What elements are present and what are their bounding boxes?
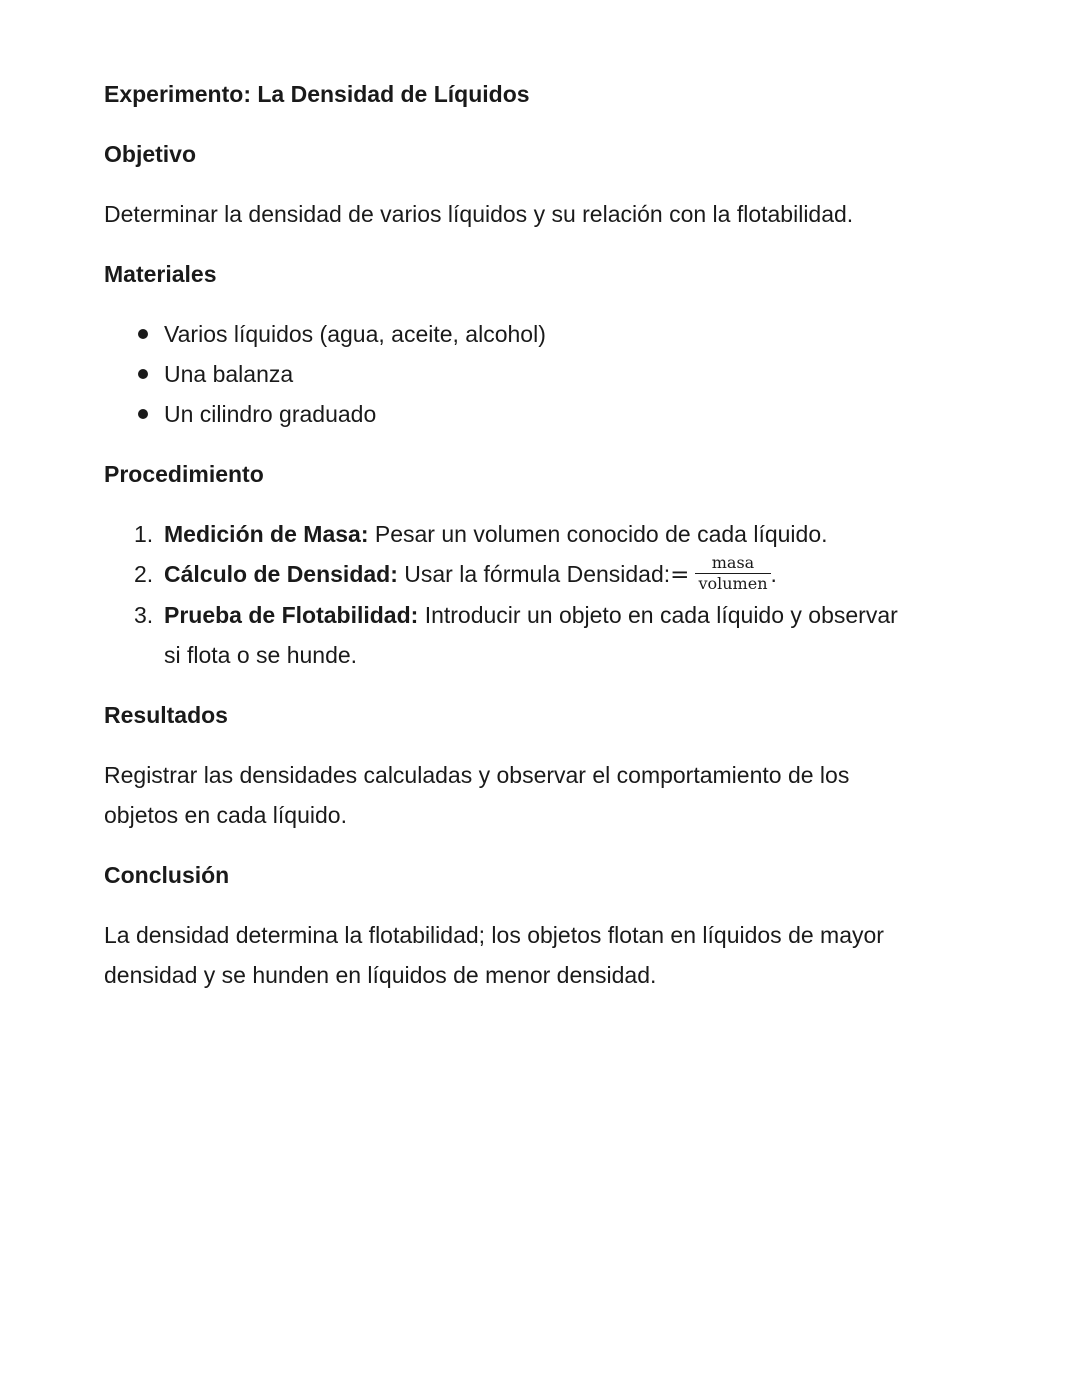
document-title: Experimento: La Densidad de Líquidos [104, 81, 530, 107]
materials-heading: Materiales [104, 261, 217, 287]
procedure-list [104, 514, 904, 675]
formula-numerator: masa [695, 554, 770, 574]
results-heading: Resultados [104, 702, 228, 729]
conclusion-heading: Conclusión [104, 862, 230, 889]
materials-item: Una balanza [104, 354, 904, 394]
step-number: 2. [134, 561, 154, 587]
results-text: Registrar las densidades calculadas y observar el comportamiento de los objetos en cada líquido. [104, 762, 850, 829]
step-number: 3. [134, 602, 154, 629]
bullet-icon [138, 369, 148, 379]
materials-list [104, 314, 904, 434]
formula-equals: = [670, 562, 690, 588]
density-formula [695, 554, 770, 593]
conclusion-text: La densidad determina la flotabilidad; los objetos flotan en líquidos de mayor densidad y se hunden en líquidos de menor densidad. [104, 922, 884, 989]
step-number: 1. [134, 521, 154, 547]
step-label: Prueba de Flotabilidad: [164, 602, 419, 629]
objective-text: Determinar la densidad de varios líquidos y su relación con la flotabilidad. [104, 201, 854, 227]
document-page [104, 74, 904, 995]
bullet-icon [138, 409, 148, 419]
formula-denominator: volumen [698, 574, 768, 594]
procedure-heading: Procedimiento [104, 461, 264, 487]
materials-item: Un cilindro graduado [104, 394, 904, 434]
step-text: Usar la fórmula Densidad: [397, 561, 671, 587]
objective-heading: Objetivo [104, 141, 197, 167]
procedure-step [104, 595, 904, 675]
materials-item: Varios líquidos (agua, aceite, alcohol) [104, 314, 904, 354]
procedure-step [104, 554, 904, 595]
step-label: Medición de Masa: [164, 521, 369, 547]
step-text: Pesar un volumen conocido de cada líquido. [368, 521, 828, 547]
formula-end: . [770, 561, 777, 587]
step-label: Cálculo de Densidad: [164, 561, 398, 587]
procedure-step [104, 514, 904, 554]
step-text: Introducir un objeto en cada líquido y observar si flota o se hunde. [164, 602, 898, 669]
bullet-icon [138, 329, 148, 339]
